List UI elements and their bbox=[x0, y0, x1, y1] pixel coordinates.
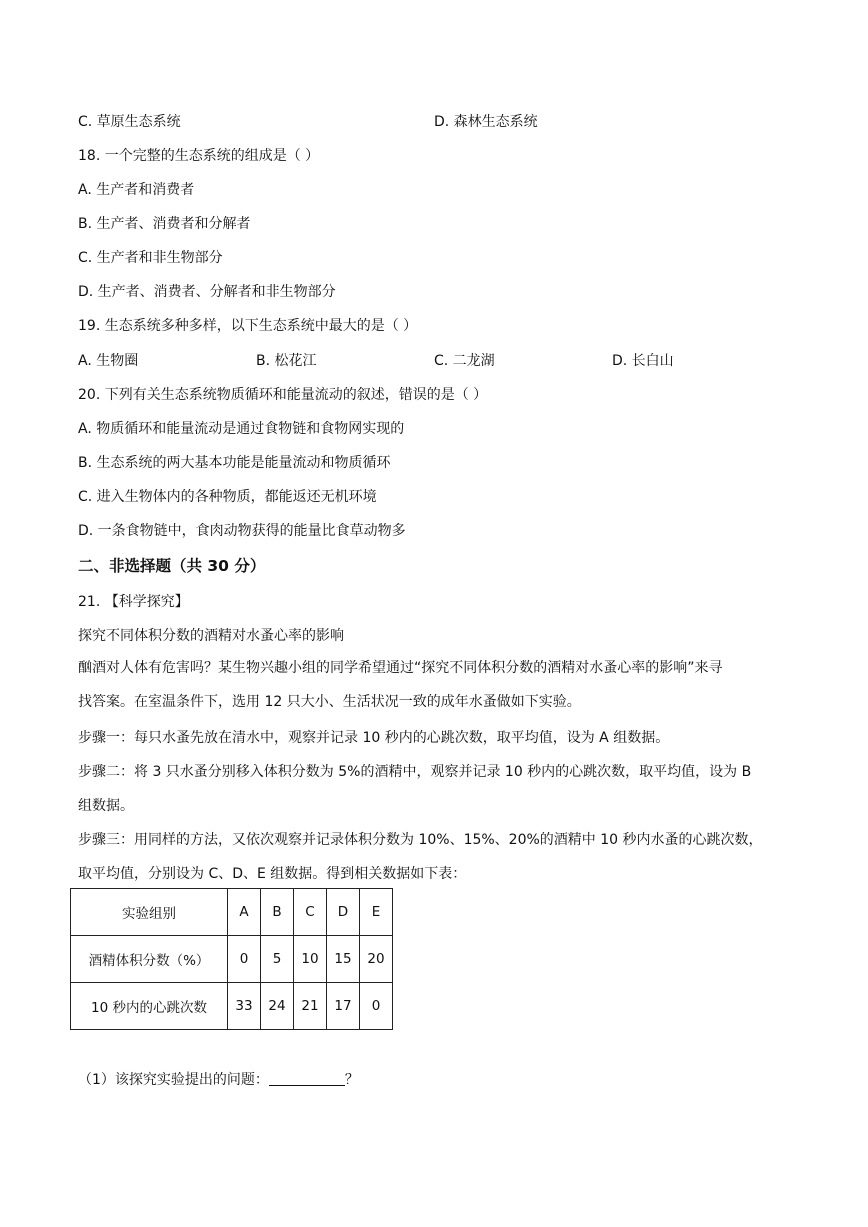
table-header-cell: B bbox=[261, 889, 294, 936]
table-cell: 10 秒内的心跳次数 bbox=[71, 983, 228, 1030]
q18-option-a: A. 生产者和消费者 bbox=[78, 182, 195, 198]
table-row bbox=[71, 889, 393, 936]
table-cell: 33 bbox=[228, 983, 261, 1030]
table-cell: 10 bbox=[294, 936, 327, 983]
table-header-cell: D bbox=[327, 889, 360, 936]
q19-option-c: C. 二龙湖 bbox=[434, 353, 495, 369]
subquestion-1-suffix: ？ bbox=[344, 1072, 359, 1088]
q20-option-d: D. 一条食物链中，食肉动物获得的能量比食草动物多 bbox=[78, 523, 406, 539]
table-cell: 24 bbox=[261, 983, 294, 1030]
table-header-cell: A bbox=[228, 889, 261, 936]
q19-option-d: D. 长白山 bbox=[612, 353, 674, 369]
table-cell: 15 bbox=[327, 936, 360, 983]
q18-option-d: D. 生产者、消费者、分解者和非生物部分 bbox=[78, 284, 336, 300]
q18-option-c: C. 生产者和非生物部分 bbox=[78, 250, 223, 266]
section-heading-nonchoice: 二、非选择题（共 30 分） bbox=[78, 557, 266, 575]
q19-option-a: A. 生物圈 bbox=[78, 353, 139, 369]
q18-stem: 18. 一个完整的生态系统的组成是（ ） bbox=[78, 148, 320, 164]
table-header-cell: E bbox=[360, 889, 393, 936]
table-cell: 酒精体积分数（%） bbox=[71, 936, 228, 983]
table-cell: 17 bbox=[327, 983, 360, 1030]
q21-step2-line1: 步骤二：将 3 只水蚤分别移入体积分数为 5%的酒精中，观察并记录 10 秒内的心跳次数，取平均值，设为 B bbox=[78, 764, 752, 780]
table-header-cell: 实验组别 bbox=[71, 889, 228, 936]
table-header-cell: C bbox=[294, 889, 327, 936]
q19-stem: 19. 生态系统多种多样，以下生态系统中最大的是（ ） bbox=[78, 318, 418, 334]
answer-blank[interactable] bbox=[269, 1071, 345, 1086]
q17-option-d: D. 森林生态系统 bbox=[434, 114, 538, 130]
q20-option-c: C. 进入生物体内的各种物质，都能返还无机环境 bbox=[78, 489, 377, 505]
q21-step2-line2: 组数据。 bbox=[78, 798, 134, 814]
q21-step3-line1: 步骤三：用同样的方法，又依次观察并记录体积分数为 10%、15%、20%的酒精中 10 秒内水蚤的心跳次数， bbox=[78, 832, 763, 848]
table-cell: 20 bbox=[360, 936, 393, 983]
heart-rate-data-table bbox=[70, 888, 393, 1030]
table-cell: 21 bbox=[294, 983, 327, 1030]
q19-option-b: B. 松花江 bbox=[256, 353, 317, 369]
table-row bbox=[71, 936, 393, 983]
table-cell: 5 bbox=[261, 936, 294, 983]
q20-option-a: A. 物质循环和能量流动是通过食物链和食物网实现的 bbox=[78, 421, 405, 437]
q21-subquestion-1 bbox=[78, 1070, 359, 1090]
q20-option-b: B. 生态系统的两大基本功能是能量流动和物质循环 bbox=[78, 455, 391, 471]
table-cell: 0 bbox=[228, 936, 261, 983]
q21-label: 21. 【科学探究】 bbox=[78, 594, 189, 610]
q21-intro-line2: 找答案。在室温条件下，选用 12 只大小、生活状况一致的成年水蚤做如下实验。 bbox=[78, 694, 581, 710]
q21-step1: 步骤一：每只水蚤先放在清水中，观察并记录 10 秒内的心跳次数，取平均值，设为 A 组数据。 bbox=[78, 730, 670, 746]
q21-title: 探究不同体积分数的酒精对水蚤心率的影响 bbox=[78, 628, 344, 644]
q20-stem: 20. 下列有关生态系统物质循环和能量流动的叙述，错误的是（ ） bbox=[78, 387, 488, 403]
subquestion-1-prefix: （1）该探究实验提出的问题： bbox=[78, 1072, 269, 1088]
q17-option-c: C. 草原生态系统 bbox=[78, 114, 181, 130]
table-row bbox=[71, 983, 393, 1030]
q21-intro-line1: 酗酒对人体有危害吗？某生物兴趣小组的同学希望通过“探究不同体积分数的酒精对水蚤心率的影响”来寻 bbox=[78, 660, 723, 676]
table-cell: 0 bbox=[360, 983, 393, 1030]
q21-step3-line2: 取平均值，分别设为 C、D、E 组数据。得到相关数据如下表： bbox=[78, 866, 467, 882]
q18-option-b: B. 生产者、消费者和分解者 bbox=[78, 216, 251, 232]
